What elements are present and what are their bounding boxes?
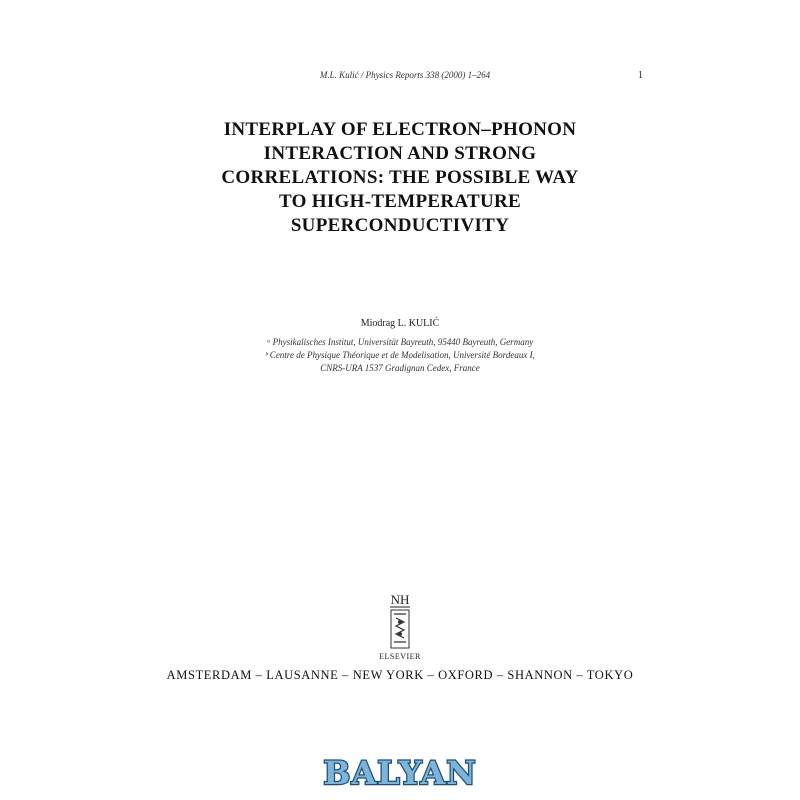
watermark-text: BALYAN xyxy=(323,754,477,792)
north-holland-logo-icon xyxy=(384,588,416,652)
title-line: CORRELATIONS: THE POSSIBLE WAY xyxy=(221,167,579,188)
logo-letters: NH xyxy=(390,592,410,607)
running-title: M.L. Kulić / Physics Reports 338 (2000) 1–264 xyxy=(319,70,491,80)
affiliation-line: ᵇ Centre de Physique Théorique et de Modelisation, Université Bordeaux I, xyxy=(265,350,535,360)
paper-title xyxy=(150,118,650,238)
publisher-name: ELSEVIER xyxy=(379,652,421,661)
title-line: SUPERCONDUCTIVITY xyxy=(290,215,510,236)
title-line: TO HIGH-TEMPERATURE xyxy=(279,191,521,212)
page-number: 1 xyxy=(638,70,643,81)
affiliation-line: ᵃ Physikalisches Institut, Universität Bayreuth, 95440 Bayreuth, Germany xyxy=(266,337,534,347)
publisher-cities: AMSTERDAM – LAUSANNE – NEW YORK – OXFORD – SHANNON – TOKYO xyxy=(166,668,634,682)
watermark-logo xyxy=(300,752,500,792)
affiliations xyxy=(180,336,620,375)
author-name: Miodrag L. KULIĆ xyxy=(360,318,440,329)
title-line: INTERACTION AND STRONG xyxy=(263,143,537,164)
affiliation-line: CNRS-URA 1537 Gradignan Cedex, France xyxy=(320,363,480,373)
title-line: INTERPLAY OF ELECTRON–PHONON xyxy=(223,119,577,140)
running-head xyxy=(0,70,800,84)
